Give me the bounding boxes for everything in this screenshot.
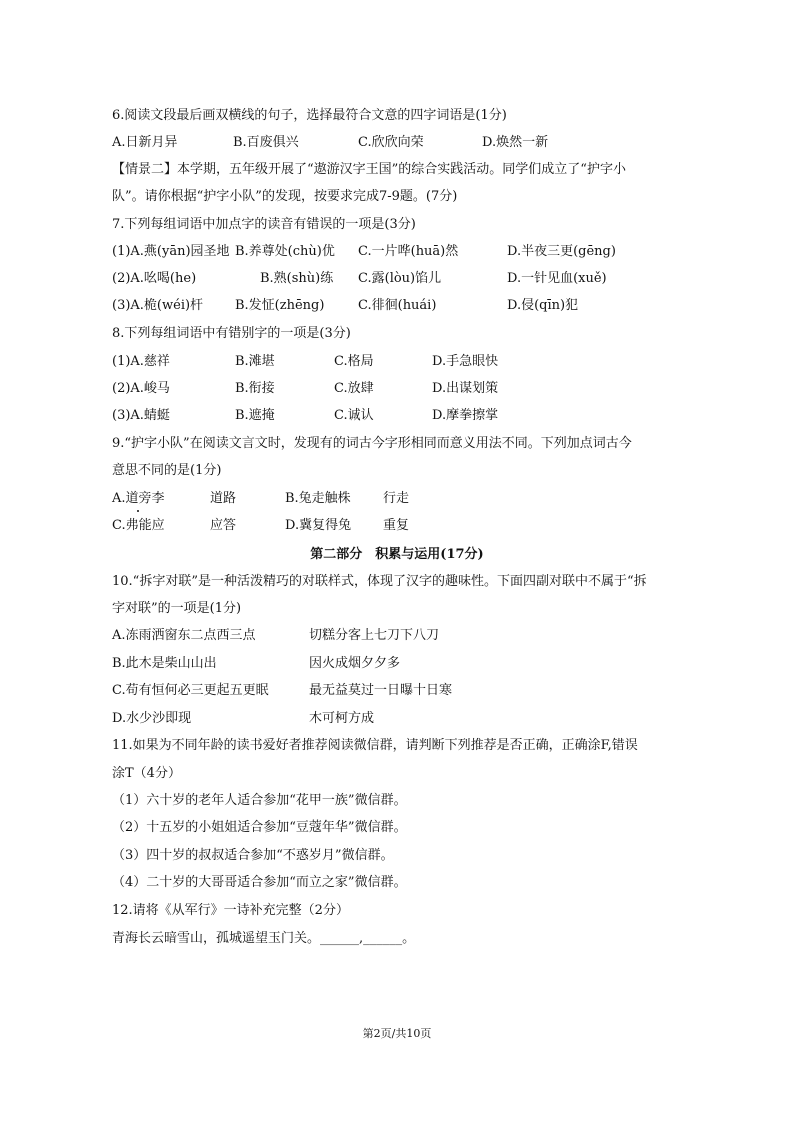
q7-r2-b: B.熟(shù)练 [260,271,334,286]
q8-r1-c: C.格局 [334,354,374,369]
q11-item-2: （2）十五岁的小姐姐适合参加“豆蔻年华”微信群。 [112,820,407,835]
q10-b-lower: 因火成烟夕夕多 [309,656,401,671]
q9-r2-d-modern: 重复 [383,518,410,533]
q10-line2: 字对联”的一项是(1分) [112,601,242,616]
q7-r2-a: (2)A.吆喝(he) [112,271,197,286]
q7-r3-d: D.侵(qīn)犯 [507,298,579,313]
q8-r1-a: (1)A.慈祥 [112,354,170,369]
q11-item-1: （1）六十岁的老年人适合参加“花甲一族”微信群。 [112,793,407,808]
q8-r3-b: B.遮掩 [235,408,275,423]
q11-line1: 11.如果为不同年龄的读书爱好者推荐阅读微信群，请判断下列推荐是否正确，正确涂F,错误 [112,738,638,753]
q7-r3-a: (3)A.桅(wéi)杆 [112,298,204,313]
q8-r3-d: D.摩拳擦掌 [432,408,499,423]
q7-r1-b: B.养尊处(chù)优 [235,244,335,259]
q11-item-4: （4）二十岁的大哥哥适合参加“而立之家”微信群。 [112,875,407,890]
q7-r1-d: D.半夜三更(gēng) [507,244,616,259]
q8-stem: 8.下列每组词语中有错别字的一项是(3分) [112,326,351,341]
q9-line2: 意思不同的是(1分) [112,463,222,478]
q10-a-upper: A.冻雨洒窗东二点西三点 [112,628,256,643]
q8-r1-d: D.手急眼快 [432,354,499,369]
q12-poem-line: 青海长云暗雪山，孤城遥望玉门关。______,______。 [112,931,416,946]
q7-r1-c: C.一片哗(huā)然 [358,244,459,259]
q6-option-d: D.焕然一新 [482,135,549,150]
scene2-line1: 【情景二】本学期，五年级开展了“遨游汉字王国”的综合实践活动。同学们成立了“护字小 [112,162,626,177]
q7-r2-d: D.一针见血(xuě) [507,271,607,286]
q10-c-upper: C.苟有恒何必三更起五更眠 [112,683,269,698]
q9-line1: 9.“护字小队”在阅读文言文时，发现有的词古今字形相同而意义用法不同。下列加点词古今 [112,436,632,451]
q12-stem: 12.请将《从军行》一诗补充完整（2分） [112,903,349,918]
q8-r1-b: B.滩堪 [235,354,275,369]
q10-d-lower: 木可柯方成 [309,711,375,726]
q10-d-upper: D.水少沙即现 [112,711,192,726]
q11-line2: 涂T（4分） [112,766,181,781]
q9-r2-d: D.冀复得兔 [285,518,352,533]
q7-r1-a: (1)A.燕(yān)园圣地 [112,244,230,259]
q11-item-3: （3）四十岁的叔叔适合参加“不惑岁月”微信群。 [112,848,394,863]
page-number: 第2页/共10页 [362,1027,432,1040]
q8-r3-c: C.诚认 [334,408,374,423]
q10-a-lower: 切糕分客上七刀下八刀 [309,628,440,643]
q9-r1-b: B.兔走触株 [285,491,351,506]
q10-line1: 10.“拆字对联”是一种活泼精巧的对联样式，体现了汉字的趣味性。下面四副对联中不属于“拆 [112,574,647,589]
q6-option-c: C.欣欣向荣 [358,135,424,150]
q9-r2-c: C.弗能应 [112,518,165,533]
q6-option-b: B.百废俱兴 [233,135,299,150]
q8-r2-d: D.出谋划策 [432,381,499,396]
q7-r3-c: C.徘徊(huái) [358,298,437,313]
q9-r1-a-modern: 道路 [210,491,237,506]
q8-r3-a: (3)A.蜻蜓 [112,408,170,423]
q8-r2-c: C.放肆 [334,381,374,396]
q9-r1-a: A.道旁李 [112,491,165,506]
q8-r2-a: (2)A.峻马 [112,381,170,396]
q7-stem: 7.下列每组词语中加点字的读音有错误的一项是(3分) [112,217,416,232]
q7-r3-b: B.发怔(zhēng) [235,298,325,313]
q7-r2-c: C.露(lòu)馅儿 [358,271,442,286]
q9-r1-b-modern: 行走 [383,491,410,506]
q8-r2-b: B.衔接 [235,381,275,396]
q10-c-lower: 最无益莫过一日曝十日寒 [309,683,453,698]
scene2-line2: 队”。请你根据“护字小队”的发现，按要求完成7-9题。(7分) [112,189,458,204]
q6-stem: 6.阅读文段最后画双横线的句子，选择最符合文意的四字词语是(1分) [112,108,507,123]
section-heading: 第二部分 积累与运用(17分) [310,547,484,562]
q6-option-a: A.日新月异 [112,135,178,150]
q9-r2-c-modern: 应答 [210,518,237,533]
q10-b-upper: B.此木是柴山山出 [112,656,217,671]
